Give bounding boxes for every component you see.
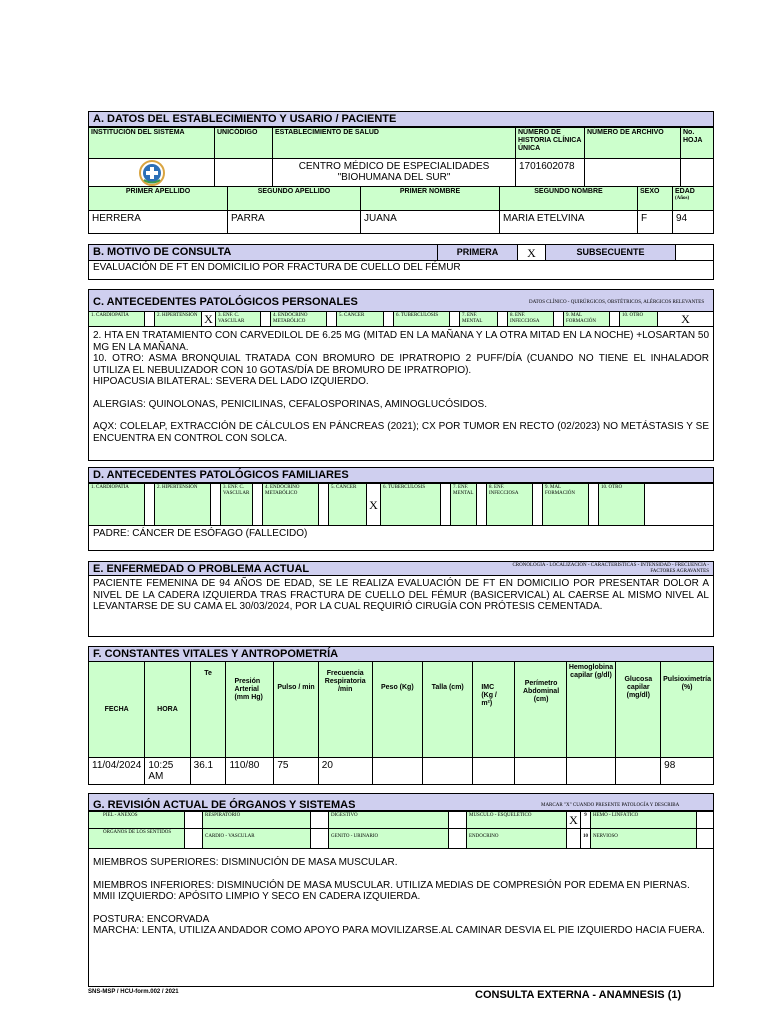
c-item-7: 7. ENF. MENTAL <box>460 312 498 327</box>
sexo-value: F <box>638 211 673 234</box>
d-item-7: 7. ENF. MENTAL <box>451 484 477 526</box>
section-g-text <box>88 849 714 987</box>
section-d-title: D. ANTECEDENTES PATOLÓGICOS FAMILIARES <box>88 467 714 483</box>
c-item-2-mark: X <box>202 312 216 327</box>
vitals-pulso: 75 <box>274 758 318 785</box>
vitals-h-temp: Te <box>190 662 226 758</box>
section-g-title <box>88 793 714 811</box>
g-num-9: 9 <box>581 812 591 829</box>
g-item-genito: GENITO - URINARIO <box>329 829 449 849</box>
section-d-checklist <box>88 483 714 526</box>
establecimiento-value: CENTRO MÉDICO DE ESPECIALIDADES "BIOHUMANA DEL SUR" <box>273 159 516 192</box>
g-line-5: MARCHA: LENTA, UTILIZA ANDADOR COMO APOYO PARA MOVILIZARSE.AL CAMINAR DESVIA EL PIE IZQUIERDO HACIA FUERA. <box>93 925 705 936</box>
vitals-imc <box>473 758 514 785</box>
c-item-5: 5. CÁNCER <box>337 312 384 327</box>
g-item-musculo: MÚSCULO - ESQUELÉTICO <box>467 812 567 829</box>
c-item-10: 10. OTRO <box>620 312 658 327</box>
g-item-endocrino: ENDOCRINO <box>467 829 567 849</box>
g-item-digestivo: DIGESTIVO <box>329 812 449 829</box>
vitals-h-pulso: Pulso / min <box>274 662 318 758</box>
section-b-header <box>88 244 714 261</box>
section-e-note: CRONOLOGÍA - LOCALIZACIÓN - CARACTERÍSTICAS - INTENSIDAD - FRECUENCIA - FACTORES AGRAVANTES <box>512 563 709 574</box>
section-c-title <box>88 289 714 312</box>
historia-value: 1701602078 <box>516 159 585 192</box>
g-item-piel: PIEL - ANEXOS <box>89 812 185 829</box>
footer-code: SNS-MSP / HCU-form.002 / 2021 <box>88 989 179 995</box>
g-line-2: MIEMBROS INFERIORES: DISMINUCIÓN DE MASA MUSCULAR. UTILIZA MEDIAS DE COMPRESIÓN POR EDEMA EN PIERNAS. <box>93 879 690 891</box>
section-b-title: B. MOTIVO DE CONSULTA <box>89 245 438 261</box>
vitals-hemoglobina <box>566 758 616 785</box>
c-item-4: 4. ENDÓCRINO METABÓLICO <box>271 312 327 327</box>
vitals-h-hora: HORA <box>145 662 190 758</box>
d-item-10: 10. OTRO <box>599 484 645 526</box>
section-g-checklist <box>88 811 714 849</box>
subsecuente-label: SUBSECUENTE <box>546 245 676 261</box>
g-line-1: MIEMBROS SUPERIORES: DISMINUCIÓN DE MASA MUSCULAR. <box>93 857 398 868</box>
institution-logo-icon <box>138 160 166 186</box>
g-item-cardio: CARDIO - VASCULAR <box>203 829 311 849</box>
section-c-text <box>88 326 714 461</box>
c-line-4: ALERGIAS: QUINOLONAS, PENICILINAS, CEFALOSPORINAS, AMINOGLUCÓSIDOS. <box>93 398 487 410</box>
d-item-1: 1. CARDIOPATÍA <box>89 484 145 526</box>
c-line-5: AQX: COLELAP, EXTRACCIÓN DE CÁLCULOS EN PÁNCREAS (2021); CX POR TUMOR EN RECTO (02/2023) NO METÁSTASIS Y SE ENCUENTRA EN CONTROL CON SOLCA. <box>93 421 709 444</box>
primer-apellido-header: PRIMER APELLIDO <box>89 187 228 211</box>
c-item-6: 6. TUBERCULOSIS <box>394 312 450 327</box>
section-e-text: PACIENTE FEMENINA DE 94 AÑOS DE EDAD, SE LE REALIZA EVALUACIÓN DE FT EN DOMICILIO POR PRESENTAR DOLOR A NIVEL DE LA CADERA IZQUIERDA TRAS FRACTURA DE CUELLO DEL FÉMUR (BASICERVICAL) AL CAERSE AL MISMO NIVEL AL LEVANTARSE DE SU CAMA EL 30/03/2024, POR LA CUAL REQUIRIÓ CIRUGÍA CON PRÓTESIS CEMENTADA. <box>88 576 714 637</box>
establecimiento-header: ESTABLECIMIENTO DE SALUD <box>273 128 516 159</box>
vitals-fecha: 11/04/2024 <box>89 758 145 785</box>
c-line-3: HIPOACUSIA BILATERAL: SEVERA DEL LADO IZQUIERDO. <box>93 376 369 387</box>
c-line-1: 2. HTA EN TRATAMIENTO CON CARVEDILOL DE 6.25 MG (MITAD EN LA MAÑANA Y LA OTRA MITAD EN LA NOCHE) +LOSARTAN 50 MG EN LA MAÑANA. <box>93 330 709 353</box>
segundo-nombre-header: SEGUNDO NOMBRE <box>500 187 638 211</box>
footer-title: CONSULTA EXTERNA - ANAMNESIS (1) <box>475 989 682 1001</box>
edad-value: 94 <box>673 211 714 234</box>
edad-unit: (Años) <box>675 196 690 201</box>
d-item-2: 2. HIPERTENSIÓN <box>155 484 211 526</box>
vitals-h-pulsioximetria: Pulsioximetría (%) <box>661 662 714 758</box>
section-a-table <box>88 127 714 192</box>
motivo-text: EVALUACIÓN DE FT EN DOMICILIO POR FRACTURA DE CUELLO DEL FÉMUR <box>88 260 714 280</box>
vitals-table <box>88 661 714 785</box>
c-line-2: 10. OTRO: ASMA BRONQUIAL TRATADA CON BROMURO DE IPRATROPIO 2 PUFF/DÍA (CUANDO NO TIENE EL INHALADOR UTILIZA EL NEBULIZADOR CON 10 GOTAS/DÍA DE BROMURO DE IPRATROPIO). <box>93 353 709 376</box>
primer-nombre-header: PRIMER NOMBRE <box>361 187 500 211</box>
vitals-h-presion: Presión Arterial (mm Hg) <box>226 662 274 758</box>
primera-mark: X <box>518 245 546 261</box>
edad-header <box>673 187 714 211</box>
section-a-names-table <box>88 186 714 234</box>
d-item-3: 3. ENF. C. VASCULAR <box>221 484 253 526</box>
primer-nombre-value: JUANA <box>361 211 500 234</box>
section-e-title <box>88 561 714 576</box>
vitals-hora: 10:25 AM <box>145 758 190 785</box>
d-item-8: 8. ENF. INFECCIOSA <box>487 484 533 526</box>
segundo-apellido-value: PARRA <box>228 211 361 234</box>
vitals-h-peso: Peso (Kg) <box>372 662 422 758</box>
g-item-sentidos: ÓRGANOS DE LOS SENTIDOS <box>89 829 185 849</box>
historia-header: NÚMERO DE HISTORIA CLÍNICA ÚNICA <box>516 128 585 159</box>
institucion-header: INSTITUCIÓN DEL SISTEMA <box>89 128 215 159</box>
vitals-h-glucosa: Glucosa capilar (mg/dl) <box>616 662 661 758</box>
vitals-h-fresp: Frecuencia Respiratoria /min <box>318 662 372 758</box>
c-item-8: 8. ENF. INFECCIOSA <box>508 312 554 327</box>
vitals-h-imc: IMC (Kg / m²) <box>473 662 514 758</box>
g-num-10: 10 <box>581 829 591 849</box>
section-c-checklist <box>88 311 714 327</box>
c-item-2: 2. HIPERTENSIÓN <box>155 312 202 327</box>
vitals-perimetro <box>514 758 566 785</box>
section-e-title-text: E. ENFERMEDAD O PROBLEMA ACTUAL <box>93 563 310 575</box>
c-item-9: 9. MAL FORMACIÓN <box>564 312 610 327</box>
section-g-title-text: G. REVISIÓN ACTUAL DE ÓRGANOS Y SISTEMAS <box>93 799 356 811</box>
vitals-fresp: 20 <box>318 758 372 785</box>
unicodigo-header: UNICÓDIGO <box>215 128 273 159</box>
section-c-note: DATOS CLÍNICO - QUIRÚRGICOS, OBSTÉTRICOS, ALÉRGICOS RELEVANTES <box>529 300 705 305</box>
d-item-6: 6. TUBERCULOSIS <box>381 484 441 526</box>
section-d-text: PADRE: CÁNCER DE ESÓFAGO (FALLECIDO) <box>88 525 714 551</box>
sexo-header: SEXO <box>638 187 673 211</box>
vitals-h-fecha: FECHA <box>89 662 145 758</box>
vitals-h-perimetro: Perímetro Abdominal (cm) <box>514 662 566 758</box>
edad-label: EDAD <box>675 188 695 195</box>
vitals-glucosa <box>616 758 661 785</box>
vitals-h-hemoglobina: Hemoglobina capilar (g/dl) <box>566 662 616 758</box>
section-a-title: A. DATOS DEL ESTABLECIMIENTO Y USARIO / PACIENTE <box>88 111 714 127</box>
segundo-nombre-value: MARIA ETELVINA <box>500 211 638 234</box>
archivo-header: NÚMERO DE ARCHIVO <box>585 128 681 159</box>
section-f-title: F. CONSTANTES VITALES Y ANTROPOMETRÍA <box>88 646 714 662</box>
vitals-h-talla: Talla (cm) <box>423 662 473 758</box>
vitals-temp: 36.1 <box>190 758 226 785</box>
g-item-musculo-mark: X <box>567 812 581 829</box>
g-line-4: POSTURA: ENCORVADA <box>93 913 210 925</box>
g-item-respiratorio: RESPIRATORIO <box>203 812 311 829</box>
c-item-1: 1. CARDIOPATÍA <box>89 312 145 327</box>
vitals-talla <box>423 758 473 785</box>
c-item-3: 3. ENF. C. VASCULAR <box>216 312 261 327</box>
d-item-5-mark: X <box>367 484 381 526</box>
segundo-apellido-header: SEGUNDO APELLIDO <box>228 187 361 211</box>
vitals-presion: 110/80 <box>226 758 274 785</box>
section-c-title-text: C. ANTECEDENTES PATOLÓGICOS PERSONALES <box>93 296 358 308</box>
section-g-note: MARCAR "X" CUANDO PRESENTE PATOLOGÍA Y DESCRIBA <box>541 803 680 808</box>
c-item-10-mark: X <box>658 312 714 327</box>
g-line-3: MMII IZQUIERDO: APÓSITO LIMPIO Y SECO EN CADERA IZQUIERDA. <box>93 891 421 902</box>
g-item-nervioso: NERVIOSO <box>591 829 697 849</box>
vitals-peso <box>372 758 422 785</box>
d-item-5: 5. CÁNCER <box>329 484 367 526</box>
primera-label: PRIMERA <box>438 245 518 261</box>
g-item-hemo: HEMO - LINFÁTICO <box>591 812 697 829</box>
hoja-header: No. HOJA <box>681 128 714 159</box>
primer-apellido-value: HERRERA <box>89 211 228 234</box>
d-item-9: 9. MAL FORMACIÓN <box>543 484 589 526</box>
subsecuente-mark <box>676 245 714 261</box>
d-item-4: 4. ENDÓCRINO METABÓLICO <box>263 484 319 526</box>
vitals-pulsioximetria: 98 <box>661 758 714 785</box>
